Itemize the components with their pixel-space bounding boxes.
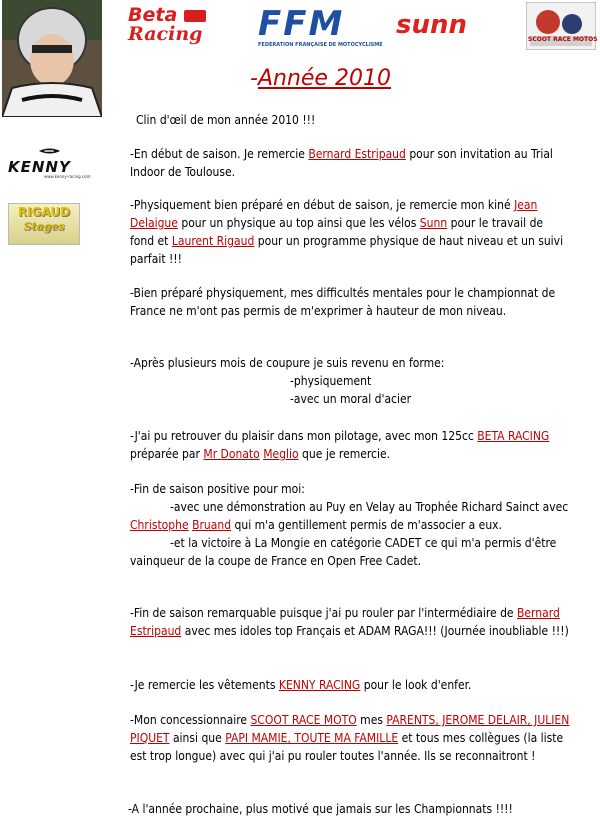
link-bernard-estripaud[interactable]: Bernard Estripaud [308,147,406,161]
link-famille[interactable]: PAPI MAMIE, TOUTE MA FAMILLE [225,731,399,745]
p6-text-d: qui m'a gentillement permis de m'associer a eux. [231,518,502,532]
paragraph-idoles [130,604,570,640]
link-bernard-estripaud-2[interactable]: Bernard Estripaud [130,606,560,638]
p8-text-b: pour le look d'enfer. [360,678,472,692]
sunn-logo [396,10,502,40]
link-meglio[interactable]: Meglio [263,447,299,461]
p9-text-d: et tous mes collègues (la liste est trop longue) avec qui j'ai pu rouler toutes l'année. Ils se reconnaitront ! [130,731,564,763]
rigaud-stages-logo [8,203,80,245]
link-parents[interactable]: PARENTS, JEROME DELAIR, JULIEN PIQUET [130,713,570,745]
scoot-race-motos-logo [526,2,596,50]
p4-text-b: -physiquement [290,374,372,388]
paragraph-trial-indoor [130,145,570,181]
title-text: Année 2010 [257,66,391,91]
kenny-logo-text: KENNY [8,158,71,176]
paragraph-fin-saison [130,480,570,570]
beta-racing-logo [128,6,240,46]
beta-logo-text: Beta [128,4,178,26]
ffm-logo-text: FFM [258,4,345,44]
link-beta-racing[interactable]: BETA RACING [477,429,550,443]
paragraph-remerciements [130,711,570,765]
p2-text-b: pour un physique au top ainsi que les vélos [177,216,420,230]
link-jean-delaigue[interactable]: Jean Delaigue [130,198,538,230]
p5-text-b: préparée par [130,447,204,461]
p9-text-b: mes [356,713,387,727]
link-kenny-racing[interactable]: KENNY RACING [278,678,361,692]
rider-photo [2,0,102,117]
paragraph-retour-forme [130,354,570,408]
p1-text-a: -En début de saison. Je remercie [130,147,309,161]
p7-text-b: avec mes idoles top Français et ADAM RAGA!!! (Journée inoubliable !!!) [181,624,569,638]
ffm-logo [258,4,383,52]
paragraph-mental: -Bien préparé physiquement, mes difficultés mentales pour le championnat de France ne m'ont pas permis de m'exprimer à hauteur de mon niveau. [130,286,556,318]
link-sunn[interactable]: Sunn [419,216,448,230]
paragraph-physique [130,196,570,268]
link-bruand[interactable]: Bruand [192,518,232,532]
intro-text: Clin d'œil de mon année 2010 !!! [136,113,316,127]
link-laurent-rigaud[interactable]: Laurent Rigaud [171,234,255,248]
p4-text-a: -Après plusieurs mois de coupure je suis revenu en forme: [130,356,445,370]
link-scoot-race-moto[interactable]: SCOOT RACE MOTO [250,713,357,727]
p8-text-a: -Je remercie les vêtements [130,678,279,692]
link-christophe[interactable]: Christophe [130,518,189,532]
paragraph-pilotage [130,427,570,463]
p2-text-a: -Physiquement bien préparé en début de saison, je remercie mon kiné [130,198,515,212]
rigaud-logo-text: RIGAUD [17,205,71,219]
p9-text-a: -Mon concessionnaire [130,713,251,727]
sunn-logo-text: sunn [396,10,468,40]
p1-text-b: pour son invitation au Trial Indoor de Toulouse. [130,147,553,179]
p5-text-a: -J'ai pu retrouver du plaisir dans mon pilotage, avec mon 125cc [130,429,478,443]
stages-logo-text: Stages [23,220,65,233]
p7-text-a: -Fin de saison remarquable puisque j'ai pu rouler par l'intermédiaire de [130,606,517,620]
kenny-url: www.kenny-racing.com [44,174,91,179]
p6-text-e: -et la victoire à La Mongie en catégorie CADET ce qui m'a permis d'être vainqueur de la coupe de France en Open Free Cadet. [130,536,557,568]
ffm-caption: FEDERATION FRANÇAISE DE MOTOCYCLISME [258,42,383,48]
p5-text-d: que je remercie. [298,447,391,461]
link-mr-donato[interactable]: Mr Donato [203,447,260,461]
title-dash: - [250,66,258,91]
scoot-logo-text: SCOOT RACE MOTOS [528,36,598,43]
page-title [250,66,391,91]
closing-text: -A l'année prochaine, plus motivé que jamais sur les Championnats !!!! [128,802,513,816]
kenny-racing-logo [8,142,116,179]
p6-text-b: -avec une démonstration au Puy en Velay au Trophée Richard Sainct avec [170,500,569,514]
p4-text-c: -avec un moral d'acier [290,392,412,406]
p6-text-a: -Fin de saison positive pour moi: [130,482,305,496]
paragraph-kenny [130,676,570,694]
racing-logo-text: Racing [128,23,203,45]
p2-text-d: pour un programme physique de haut niveau et un suivi parfait !!! [130,234,564,266]
p2-text-c: pour le travail de fond et [130,216,544,248]
p9-text-c: ainsi que [169,731,226,745]
